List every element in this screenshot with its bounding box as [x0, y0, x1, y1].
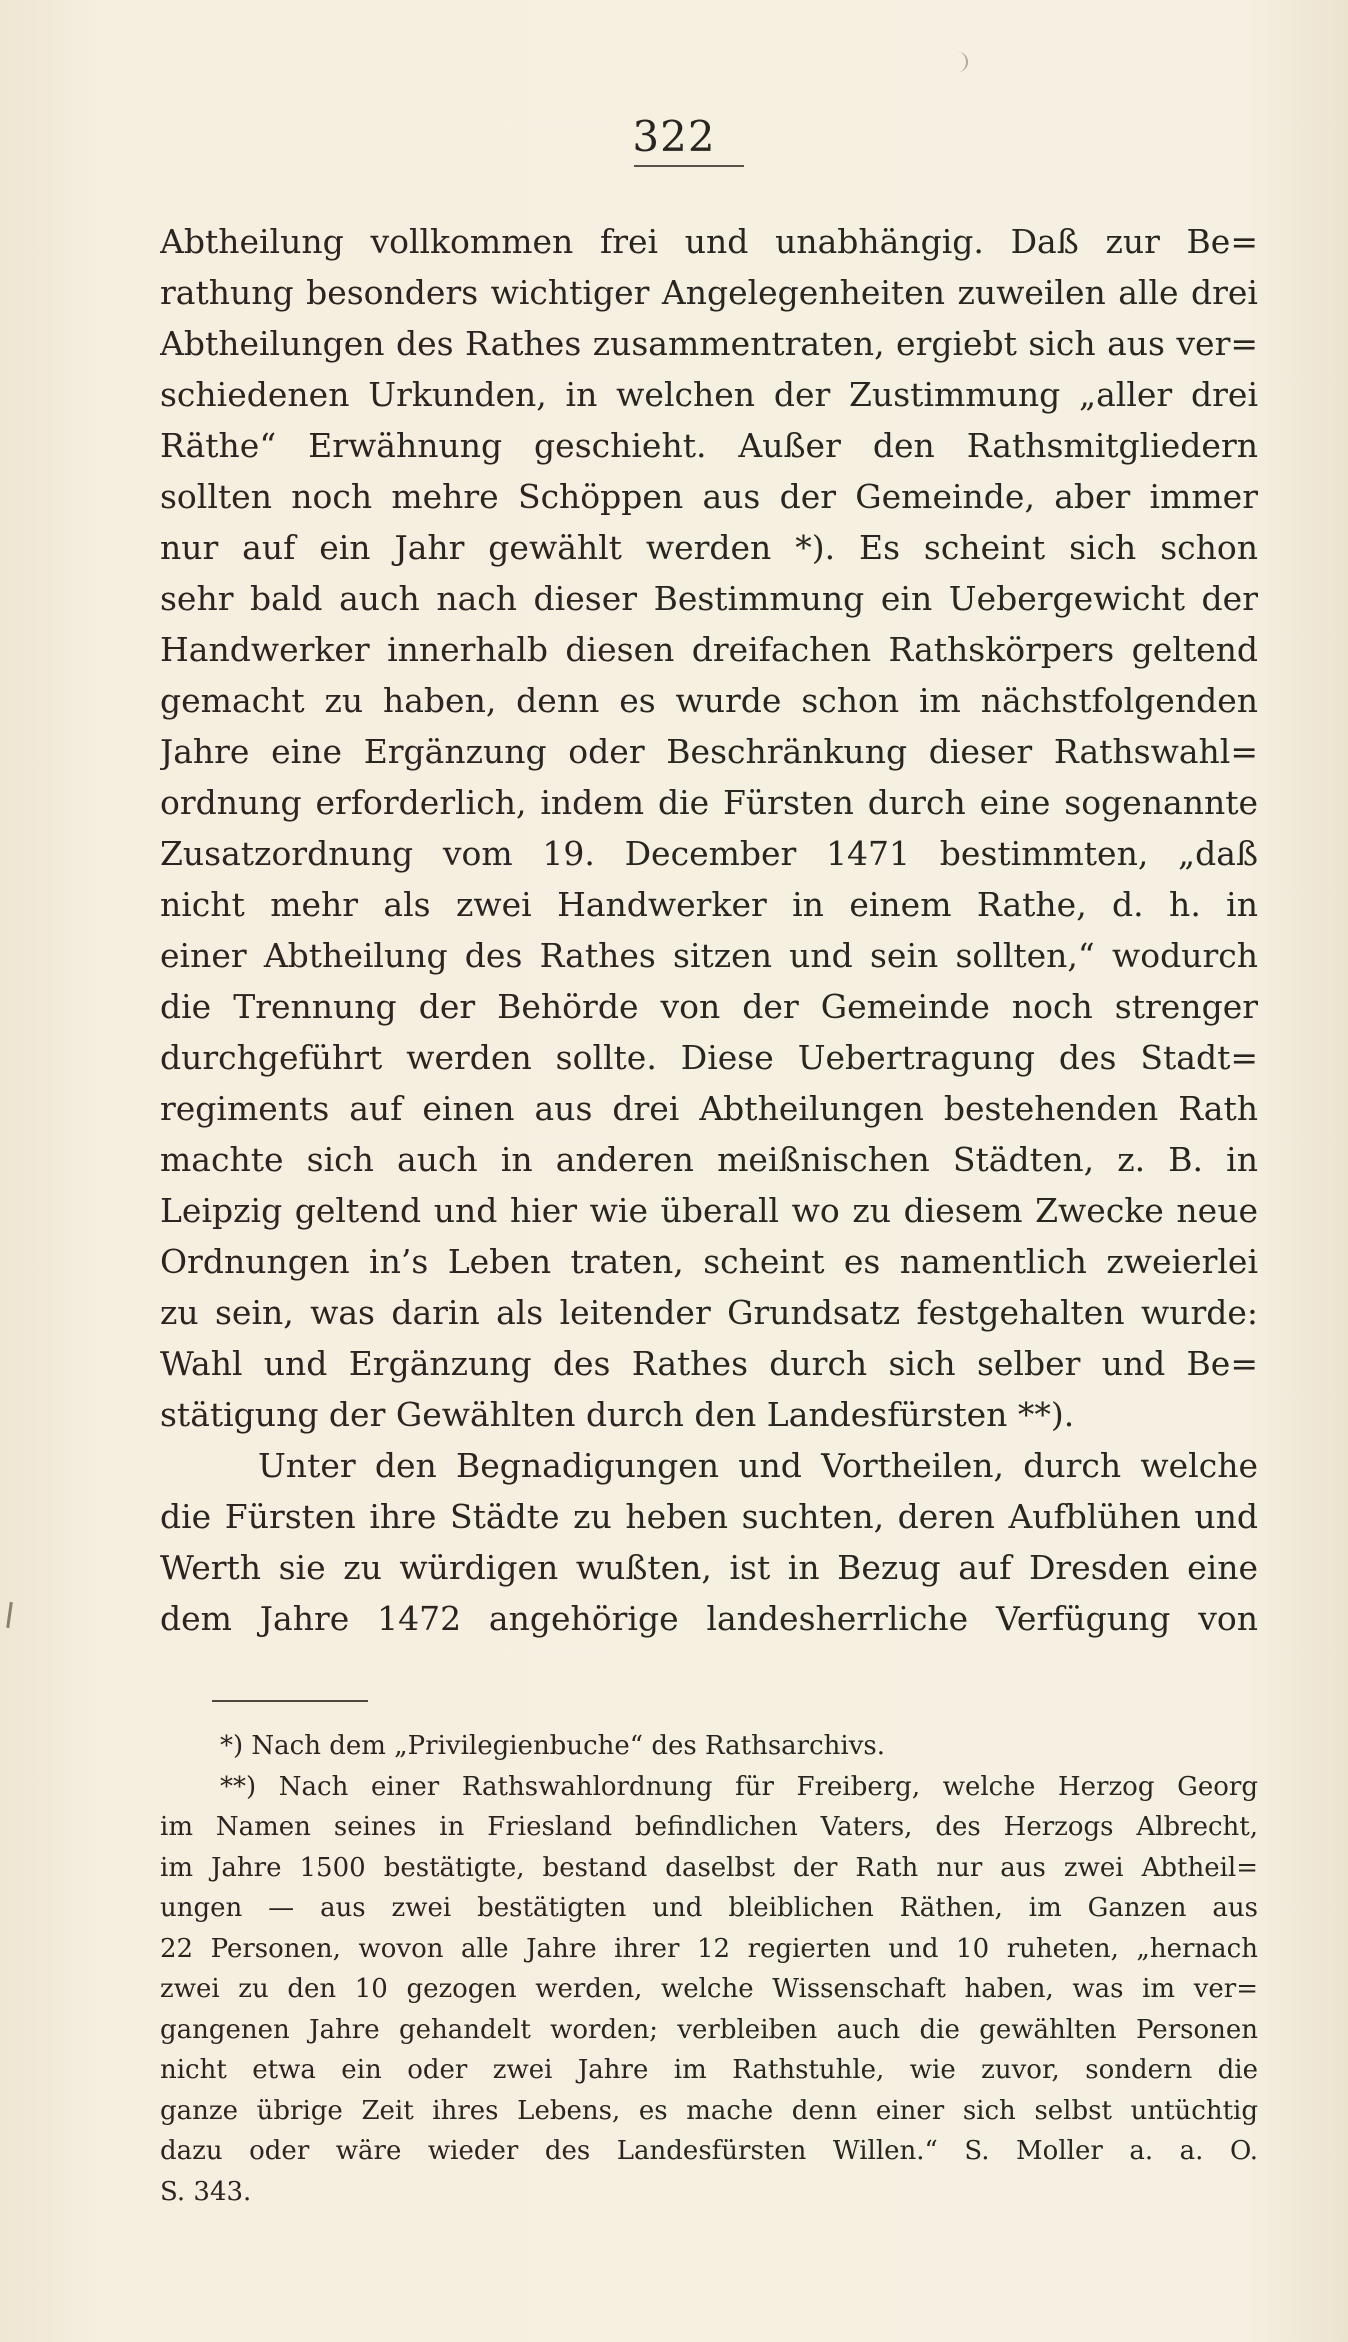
text-line: Zusatzordnung vom 19. December 1471 bestimmten, „daß: [160, 834, 1258, 873]
footnote-line: gangenen Jahre gehandelt worden; verbleiben auch die gewählten Personen: [160, 2014, 1258, 2045]
text-line: Räthe“ Erwähnung geschieht. Außer den Rathsmitgliedern: [160, 426, 1258, 465]
footnotes: [160, 1726, 1258, 2212]
text-line: sollten noch mehre Schöppen aus der Gemeinde, aber immer: [160, 477, 1258, 516]
text-line: nur auf ein Jahr gewählt werden *). Es scheint sich schon: [160, 528, 1258, 567]
text-line: die Trennung der Behörde von der Gemeinde noch strenger: [160, 987, 1258, 1026]
footnote-line: ganze übrige Zeit ihres Lebens, es mache denn einer sich selbst untüchtig: [160, 2095, 1258, 2126]
paper-blemish: [6, 1602, 13, 1628]
paragraph-first-line: Unter den Begnadigungen und Vortheilen, durch welche: [258, 1446, 1258, 1485]
text-line: die Fürsten ihre Städte zu heben suchten, deren Aufblühen und: [160, 1497, 1258, 1536]
text-line: Abtheilungen des Rathes zusammentraten, ergiebt sich aus ver=: [160, 324, 1258, 363]
footnote-line: dazu oder wäre wieder des Landesfürsten Willen.“ S. Moller a. a. O.: [160, 2136, 1258, 2166]
footnote-separator: [212, 1700, 368, 1702]
text-line: stätigung der Gewählten durch den Landesfürsten **).: [160, 1395, 1075, 1434]
footnote-line: zwei zu den 10 gezogen werden, welche Wissenschaft haben, was im ver=: [160, 1974, 1258, 2004]
text-line: zu sein, was darin als leitender Grundsatz festgehalten wurde:: [160, 1293, 1258, 1332]
text-line: Abtheilung vollkommen frei und unabhängig. Daß zur Be=: [160, 222, 1258, 261]
text-line: rathung besonders wichtiger Angelegenheiten zuweilen alle drei: [160, 273, 1258, 312]
text-line: Wahl und Ergänzung des Rathes durch sich selber und Be=: [160, 1344, 1258, 1383]
footnote-line: im Jahre 1500 bestätigte, bestand daselbst der Rath nur aus zwei Abtheil=: [160, 1852, 1258, 1883]
text-line: Handwerker innerhalb diesen dreifachen Rathskörpers geltend: [160, 630, 1258, 669]
text-line: Jahre eine Ergänzung oder Beschränkung dieser Rathswahl=: [160, 732, 1258, 771]
text-line: nicht mehr als zwei Handwerker in einem Rathe, d. h. in: [160, 885, 1258, 924]
footnote-line: im Namen seines in Friesland befindlichen Vaters, des Herzogs Albrecht,: [160, 1812, 1258, 1842]
text-line: regiments auf einen aus drei Abtheilungen bestehenden Rath: [160, 1089, 1258, 1128]
footnote-line: nicht etwa ein oder zwei Jahre im Rathstuhle, wie zuvor, sondern die: [160, 2055, 1258, 2085]
text-line: dem Jahre 1472 angehörige landesherrliche Verfügung von: [160, 1599, 1258, 1638]
paper-blemish: [958, 52, 968, 72]
footnote-line: **) Nach einer Rathswahlordnung für Freiberg, welche Herzog Georg: [220, 1771, 1258, 1802]
footnote-line: 22 Personen, wovon alle Jahre ihrer 12 regierten und 10 ruheten, „hernach: [160, 1933, 1258, 1964]
text-line: schiedenen Urkunden, in welchen der Zustimmung „aller drei: [160, 375, 1258, 414]
footnote-line: ungen — aus zwei bestätigten und bleiblichen Räthen, im Ganzen aus: [160, 1893, 1258, 1923]
body-text: [160, 216, 1258, 1644]
text-line: sehr bald auch nach dieser Bestimmung ein Uebergewicht der: [160, 579, 1258, 618]
text-line: gemacht zu haben, denn es wurde schon im nächstfolgenden: [160, 681, 1258, 720]
text-line: Ordnungen in’s Leben traten, scheint es namentlich zweierlei: [160, 1242, 1258, 1281]
text-line: durchgeführt werden sollte. Diese Uebertragung des Stadt=: [160, 1038, 1258, 1077]
footnote-line: *) Nach dem „Privilegienbuche“ des Rathsarchivs.: [220, 1731, 886, 1761]
footnote-line: S. 343.: [160, 2176, 252, 2207]
text-line: machte sich auch in anderen meißnischen Städten, z. B. in: [160, 1140, 1258, 1179]
text-line: einer Abtheilung des Rathes sitzen und sein sollten,“ wodurch: [160, 936, 1258, 975]
text-line: Werth sie zu würdigen wußten, ist in Bezug auf Dresden eine: [160, 1548, 1258, 1587]
page-number: 322: [632, 112, 716, 161]
text-line: Leipzig geltend und hier wie überall wo zu diesem Zwecke neue: [160, 1191, 1258, 1230]
page-number-rule: [634, 165, 744, 167]
text-line: ordnung erforderlich, indem die Fürsten durch eine sogenannte: [160, 783, 1258, 822]
